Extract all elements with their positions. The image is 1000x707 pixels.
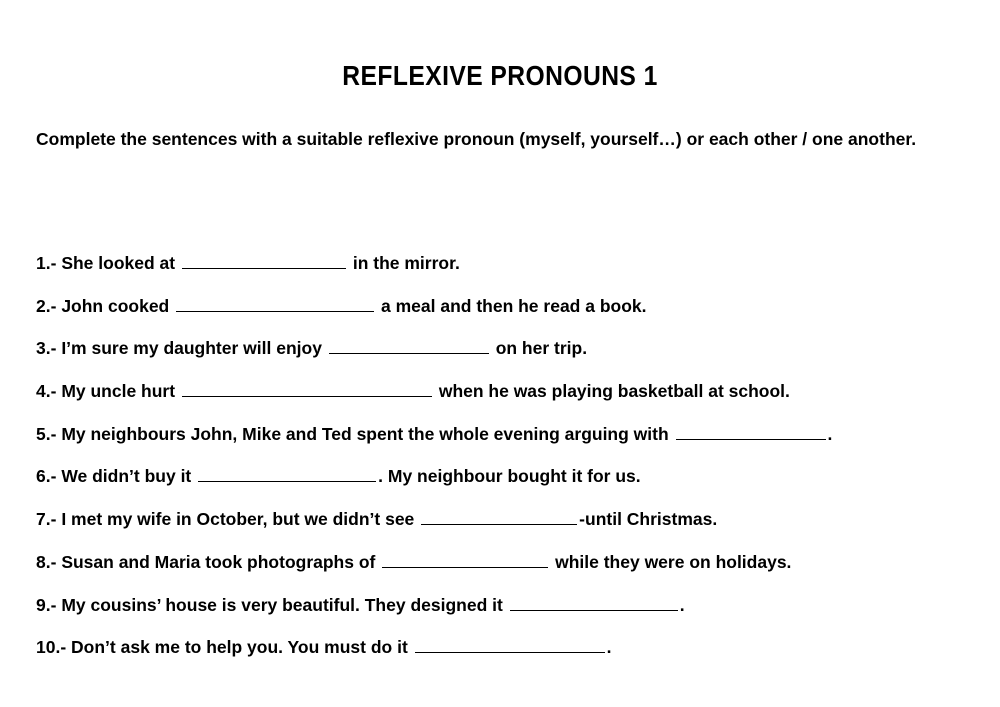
item-text-after: when he was playing basketball at school. [438, 381, 790, 402]
exercise-item-1 [36, 248, 976, 291]
answer-blank[interactable] [421, 506, 577, 525]
exercise-item-4 [36, 376, 976, 419]
exercise-item-7 [36, 504, 976, 547]
item-text-after: . [606, 637, 612, 658]
item-text-before: Susan and Maria took photographs of [61, 551, 376, 572]
item-text-before: I’m sure my daughter will enjoy [61, 338, 322, 359]
exercise-item-3 [36, 333, 976, 376]
answer-blank[interactable] [676, 421, 826, 440]
item-number: 6.- [36, 466, 57, 487]
item-number: 3.- [36, 338, 57, 359]
exercise-item-5 [36, 419, 976, 462]
item-text-before: Don’t ask me to help you. You must do it [71, 637, 408, 658]
exercise-list [36, 248, 976, 675]
item-number: 1.- [36, 253, 57, 273]
item-text-before: My neighbours John, Mike and Ted spent the whole evening arguing with [61, 423, 669, 444]
item-number: 5.- [36, 423, 57, 444]
answer-blank[interactable] [415, 634, 605, 653]
exercise-item-8 [36, 547, 976, 590]
exercise-item-2 [36, 291, 976, 334]
item-number: 7.- [36, 509, 57, 530]
worksheet-instructions: Complete the sentences with a suitable reflexive pronoun (myself, yourself…) or each other / one another. [36, 129, 917, 149]
item-number: 10.- [36, 637, 67, 658]
item-text-after: on her trip. [495, 338, 588, 359]
item-text-after: . [827, 423, 833, 444]
answer-blank[interactable] [382, 549, 548, 568]
item-text-before: John cooked [61, 295, 170, 316]
item-text-after: a meal and then he read a book. [381, 295, 647, 316]
item-text-after: in the mirror. [352, 253, 460, 273]
answer-blank[interactable] [510, 592, 678, 611]
item-text-before: My cousins’ house is very beautiful. They designed it [61, 594, 503, 615]
item-text-before: I met my wife in October, but we didn’t see [61, 509, 415, 530]
answer-blank[interactable] [182, 378, 432, 397]
exercise-item-10 [36, 632, 976, 675]
answer-blank[interactable] [182, 250, 346, 269]
item-text-before: My uncle hurt [61, 381, 176, 402]
item-number: 2.- [36, 295, 57, 316]
item-text-before: We didn’t buy it [61, 466, 192, 487]
answer-blank[interactable] [176, 293, 374, 312]
worksheet-title: REFLEXIVE PRONOUNS 1 [342, 60, 658, 91]
item-number: 8.- [36, 551, 57, 572]
item-number: 9.- [36, 594, 57, 615]
item-text-before: She looked at [61, 253, 176, 273]
item-text-after: -until Christmas. [579, 509, 718, 530]
answer-blank[interactable] [329, 335, 489, 354]
exercise-item-6 [36, 461, 976, 504]
answer-blank[interactable] [198, 463, 376, 482]
item-text-after: . My neighbour bought it for us. [378, 466, 641, 487]
item-text-after: . [679, 594, 685, 615]
item-text-after: while they were on holidays. [555, 551, 792, 572]
exercise-item-9 [36, 590, 976, 633]
item-number: 4.- [36, 381, 57, 402]
